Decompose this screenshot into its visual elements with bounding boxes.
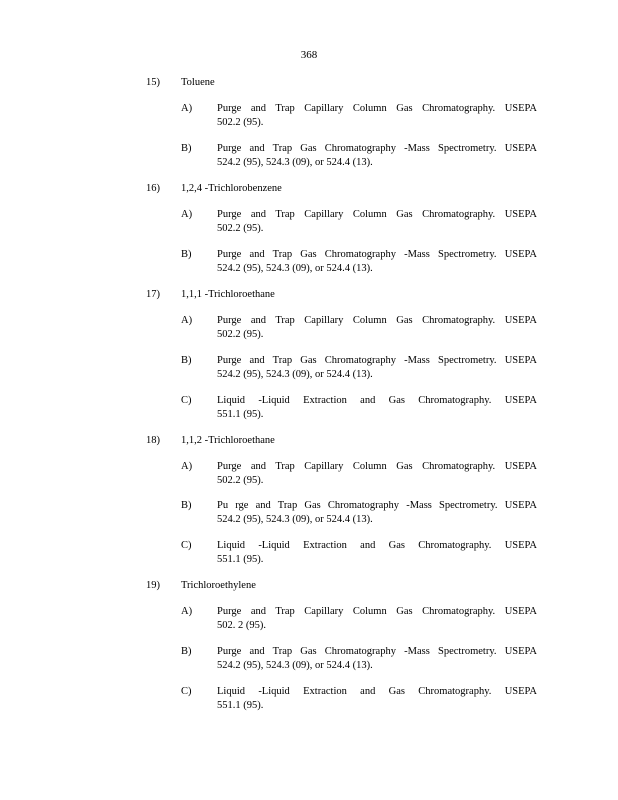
sub-item-text <box>217 499 537 526</box>
page-number: 368 <box>300 49 318 61</box>
method-reference: 551.1 (95). <box>217 408 264 420</box>
method-description: Purge and Trap Capillary Column Gas Chromatography. USEPA <box>217 461 537 472</box>
sub-item-text <box>217 314 537 341</box>
sub-item-letter: A) <box>181 209 193 220</box>
sub-item-letter: B) <box>181 500 192 511</box>
method-description: Liquid -Liquid Extraction and Gas Chromatography. USEPA <box>217 395 537 406</box>
sub-item-letter: B) <box>181 355 192 366</box>
method-reference: 524.2 (95), 524.3 (09), or 524.4 (13). <box>217 513 373 525</box>
method-description: Purge and Trap Gas Chromatography -Mass Spectrometry. USEPA <box>217 249 537 260</box>
method-reference: 524.2 (95), 524.3 (09), or 524.4 (13). <box>217 262 373 274</box>
method-description: Liquid -Liquid Extraction and Gas Chromatography. USEPA <box>217 686 537 697</box>
method-description: Purge and Trap Gas Chromatography -Mass Spectrometry. USEPA <box>217 143 537 154</box>
method-description: Purge and Trap Capillary Column Gas Chromatography. USEPA <box>217 103 537 114</box>
sub-item-text <box>217 460 537 487</box>
method-reference: 502.2 (95). <box>217 328 264 340</box>
method-reference: 524.2 (95), 524.3 (09), or 524.4 (13). <box>217 156 373 168</box>
sub-item-text <box>217 248 537 275</box>
sub-item-letter: B) <box>181 249 192 260</box>
sub-item-text <box>217 605 537 632</box>
item-number: 16) <box>146 183 160 194</box>
item-number: 19) <box>146 580 160 591</box>
item-title: Trichloroethylene <box>181 580 256 591</box>
sub-item-letter: C) <box>181 540 192 551</box>
method-description: Purge and Trap Capillary Column Gas Chromatography. USEPA <box>217 315 537 326</box>
item-number: 18) <box>146 435 160 446</box>
sub-item-letter: A) <box>181 315 193 326</box>
item-title: 1,2,4 -Trichlorobenzene <box>181 183 282 194</box>
item-number: 17) <box>146 289 160 300</box>
method-description: Liquid -Liquid Extraction and Gas Chromatography. USEPA <box>217 540 537 551</box>
sub-item-text <box>217 142 537 169</box>
method-description: Purge and Trap Capillary Column Gas Chromatography. USEPA <box>217 209 537 220</box>
method-reference: 502.2 (95). <box>217 222 264 234</box>
sub-item-letter: C) <box>181 686 192 697</box>
sub-item-text <box>217 645 537 672</box>
method-reference: 524.2 (95), 524.3 (09), or 524.4 (13). <box>217 368 373 380</box>
sub-item-letter: A) <box>181 606 193 617</box>
sub-item-text <box>217 685 537 712</box>
item-title: 1,1,1 -Trichloroethane <box>181 289 275 300</box>
method-description: Purge and Trap Gas Chromatography -Mass Spectrometry. USEPA <box>217 355 537 366</box>
method-description: Purge and Trap Gas Chromatography -Mass Spectrometry. USEPA <box>217 646 537 657</box>
sub-item-letter: A) <box>181 461 193 472</box>
sub-item-text <box>217 208 537 235</box>
sub-item-text <box>217 539 537 566</box>
method-reference: 524.2 (95), 524.3 (09), or 524.4 (13). <box>217 659 373 671</box>
item-title: Toluene <box>181 77 215 88</box>
sub-item-text <box>217 354 537 381</box>
method-description: Pu rge and Trap Gas Chromatography -Mass Spectrometry. USEPA <box>217 500 537 511</box>
sub-item-letter: B) <box>181 646 192 657</box>
sub-item-text <box>217 102 537 129</box>
item-title: 1,1,2 -Trichloroethane <box>181 435 275 446</box>
method-reference: 502.2 (95). <box>217 474 264 486</box>
sub-item-text <box>217 394 537 421</box>
item-number: 15) <box>146 77 160 88</box>
sub-item-letter: C) <box>181 395 192 406</box>
method-reference: 551.1 (95). <box>217 699 264 711</box>
method-description: Purge and Trap Capillary Column Gas Chromatography. USEPA <box>217 606 537 617</box>
sub-item-letter: B) <box>181 143 192 154</box>
method-reference: 502.2 (95). <box>217 116 264 128</box>
method-reference: 551.1 (95). <box>217 553 264 565</box>
method-reference: 502. 2 (95). <box>217 619 266 631</box>
sub-item-letter: A) <box>181 103 193 114</box>
